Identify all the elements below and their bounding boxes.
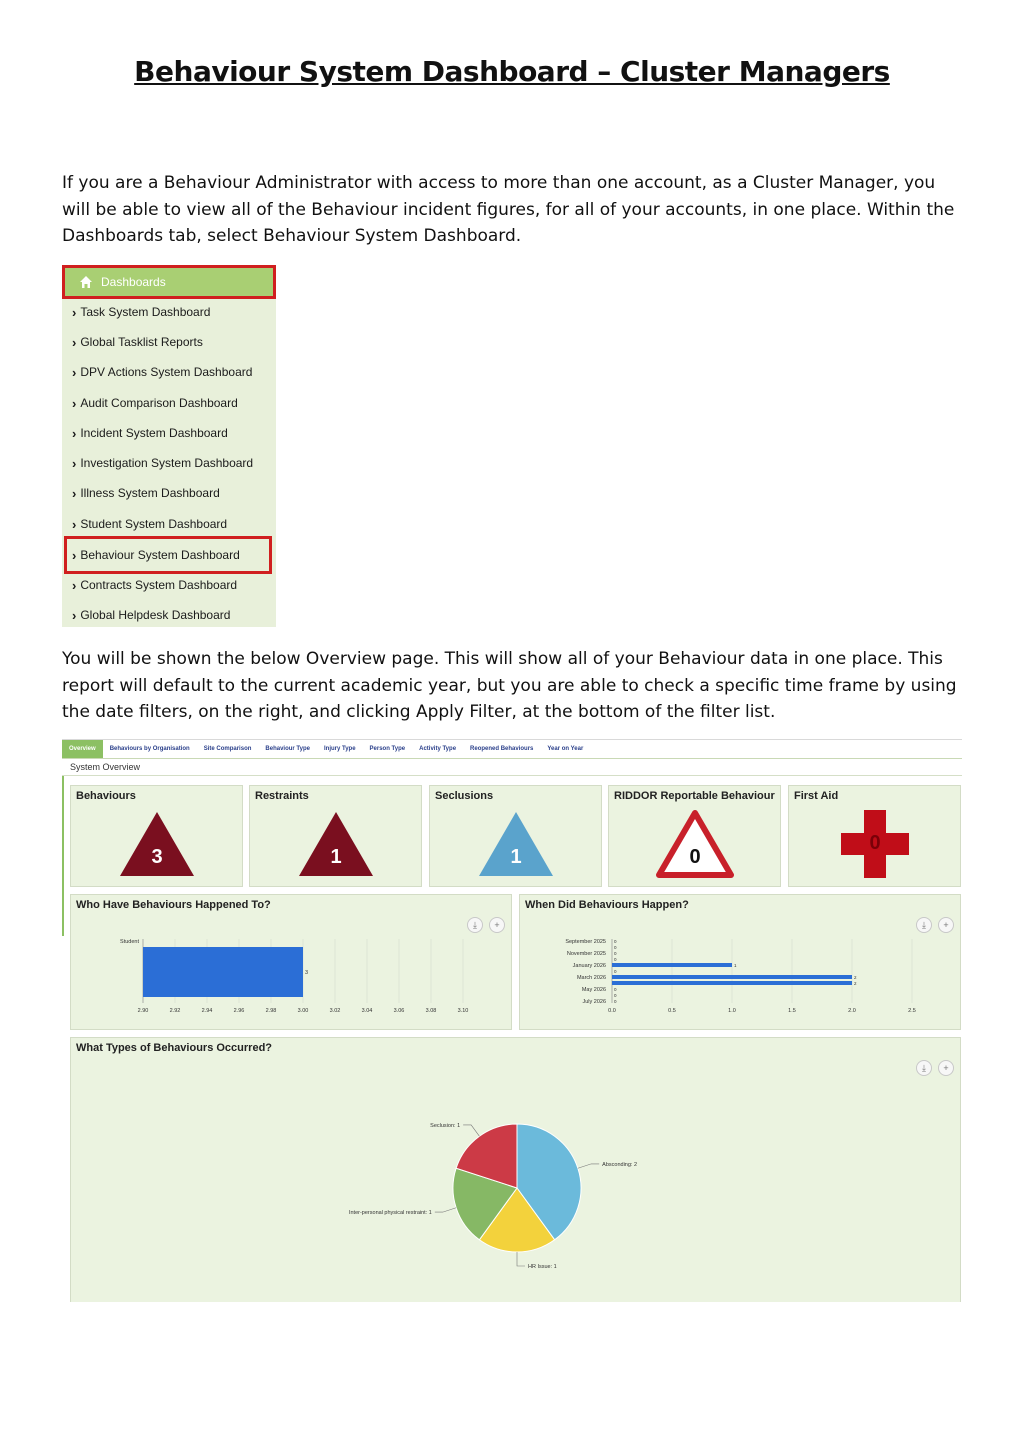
x-tick-label: 2.92	[169, 1008, 181, 1014]
menu-item-label: DPV Actions System Dashboard	[80, 365, 253, 379]
x-tick-label: 0.5	[668, 1008, 676, 1014]
chevron-right-icon: ›	[72, 607, 77, 623]
chevron-right-icon: ›	[72, 516, 77, 532]
panel-when	[519, 894, 961, 1030]
chevron-right-icon: ›	[72, 455, 77, 471]
tab-overview[interactable]: Overview	[62, 740, 103, 758]
y-tick-label: May 2026	[581, 987, 606, 993]
data-label: 0	[614, 993, 617, 998]
chevron-right-icon: ›	[72, 395, 77, 411]
kpi-value: 3	[151, 846, 163, 868]
menu-item-incident-system-dashboard[interactable]	[72, 423, 228, 443]
y-tick-label: July 2026	[582, 999, 606, 1005]
x-tick-label: 3.08	[425, 1008, 437, 1014]
y-tick-label: Student	[120, 939, 139, 945]
menu-item-audit-comparison-dashboard[interactable]	[72, 393, 238, 413]
section-title: System Overview	[70, 762, 141, 772]
dashboards-menu	[62, 265, 276, 627]
x-tick-label: 2.5	[908, 1008, 916, 1014]
data-label: 0	[614, 951, 617, 956]
menu-item-label: Incident System Dashboard	[80, 426, 228, 440]
chevron-right-icon: ›	[72, 425, 77, 441]
data-label: 0	[614, 939, 617, 944]
data-label: 2	[854, 975, 857, 980]
panel-types	[70, 1037, 961, 1302]
data-label: 0	[614, 987, 617, 992]
menu-item-task-system-dashboard[interactable]	[72, 302, 210, 322]
expand-icon[interactable]: +	[938, 917, 954, 933]
y-tick-label: September 2025	[565, 939, 606, 945]
panel-title: Who Have Behaviours Happened To?	[76, 899, 271, 911]
tab-behaviour-type[interactable]: Behaviour Type	[265, 746, 310, 752]
kpi-title: Behaviours	[76, 790, 136, 802]
x-tick-label: 3.00	[297, 1008, 309, 1014]
x-tick-label: 2.0	[848, 1008, 856, 1014]
divider	[62, 775, 962, 776]
x-tick-label: 3.06	[393, 1008, 405, 1014]
tab-person-type[interactable]: Person Type	[369, 746, 406, 752]
dashboards-menu-label: Dashboards	[101, 275, 166, 289]
kpi-card-behaviours	[70, 785, 243, 887]
panel-title: When Did Behaviours Happen?	[525, 899, 689, 911]
chevron-right-icon: ›	[72, 485, 77, 501]
y-tick-label: March 2026	[576, 975, 606, 981]
slice-label: Seclusion: 1	[430, 1122, 461, 1129]
menu-item-label: Investigation System Dashboard	[80, 456, 254, 470]
menu-item-contracts-system-dashboard[interactable]	[72, 575, 237, 595]
menu-item-label: Contracts System Dashboard	[80, 578, 238, 592]
y-tick-label: November 2025	[566, 951, 606, 957]
kpi-value: 0	[689, 846, 701, 868]
data-label: 0	[614, 969, 617, 974]
highlight-box	[64, 536, 272, 574]
kpi-title: First Aid	[794, 790, 839, 802]
leader-line	[517, 1252, 525, 1266]
kpi-value: 0	[869, 832, 881, 854]
panel-who	[70, 894, 512, 1030]
menu-item-global-helpdesk-dashboard[interactable]	[72, 605, 230, 625]
chart-when	[520, 895, 962, 1031]
chevron-right-icon: ›	[72, 547, 77, 563]
menu-item-label: Audit Comparison Dashboard	[80, 396, 238, 410]
x-tick-label: 2.96	[233, 1008, 245, 1014]
kpi-title: RIDDOR Reportable Behaviour	[614, 790, 775, 802]
kpi-card-riddor	[608, 785, 781, 887]
data-label: 0	[614, 957, 617, 962]
chevron-right-icon: ›	[72, 334, 77, 350]
download-icon[interactable]: ⤓	[916, 1060, 932, 1076]
x-tick-label: 3.10	[457, 1008, 469, 1014]
kpi-title: Restraints	[255, 790, 309, 802]
overview-paragraph: You will be shown the below Overview page. This will show all of your Behaviour data in one place. This report will default to the current academic year, but you are able to check a specific time frame by using the date filters, on the right, and clicking Apply Filter, at the bottom of the filter list.	[62, 649, 957, 722]
menu-item-label: Global Tasklist Reports	[80, 335, 203, 349]
menu-item-dpv-actions-system-dashboard[interactable]	[72, 362, 252, 382]
chevron-right-icon: ›	[72, 364, 77, 380]
x-tick-label: 2.98	[265, 1008, 277, 1014]
kpi-title: Seclusions	[435, 790, 494, 802]
kpi-value: 1	[510, 846, 522, 868]
tab-behaviours-by-organisation[interactable]: Behaviours by Organisation	[109, 746, 190, 752]
data-label: 0	[614, 999, 617, 1004]
data-label: 2	[854, 981, 857, 986]
chart-who	[71, 895, 513, 1031]
slice-label: HR Issue: 1	[528, 1264, 557, 1270]
menu-item-label: Global Helpdesk Dashboard	[80, 608, 231, 622]
expand-icon[interactable]: +	[938, 1060, 954, 1076]
chevron-right-icon: ›	[72, 304, 77, 320]
dashboards-menu-header[interactable]	[62, 265, 276, 299]
kpi-card-first-aid	[788, 785, 961, 887]
menu-item-student-system-dashboard[interactable]	[72, 514, 227, 534]
leader-line	[578, 1164, 599, 1168]
tab-site-comparison[interactable]: Site Comparison	[203, 746, 252, 752]
kpi-card-restraints	[249, 785, 422, 887]
x-tick-label: 1.0	[728, 1008, 736, 1014]
x-tick-label: 3.02	[329, 1008, 341, 1014]
tab-reopened-behaviours[interactable]: Reopened Behaviours	[470, 746, 534, 752]
download-icon[interactable]: ⤓	[467, 917, 483, 933]
x-tick-label: 2.90	[137, 1008, 149, 1014]
menu-item-investigation-system-dashboard[interactable]	[72, 453, 253, 473]
document-title: Behaviour System Dashboard – Cluster Managers	[134, 55, 890, 88]
menu-item-global-tasklist-reports[interactable]	[72, 332, 203, 352]
slice-label: Absconding: 2	[602, 1161, 638, 1168]
bar	[612, 963, 732, 967]
menu-item-illness-system-dashboard[interactable]	[72, 483, 220, 503]
menu-item-label: Student System Dashboard	[80, 517, 228, 531]
x-tick-label: 0.0	[608, 1008, 616, 1014]
y-tick-label: January 2026	[572, 963, 606, 969]
expand-icon[interactable]: +	[489, 917, 505, 933]
slice-label: Inter-personal physical restraint: 1	[348, 1210, 432, 1217]
chart-types	[71, 1038, 962, 1302]
data-label: 1	[734, 963, 737, 968]
menu-item-label: Behaviour System Dashboard	[80, 548, 240, 562]
leader-line	[463, 1125, 479, 1136]
dashboard-screenshot	[62, 739, 962, 1302]
panel-title: What Types of Behaviours Occurred?	[76, 1042, 273, 1054]
download-icon[interactable]: ⤓	[916, 917, 932, 933]
dashboard-tabs	[62, 740, 962, 759]
data-label: 3	[305, 970, 309, 976]
x-tick-label: 2.94	[201, 1008, 213, 1014]
x-tick-label: 1.5	[788, 1008, 796, 1014]
tab-injury-type[interactable]: Injury Type	[323, 746, 356, 752]
menu-item-label: Task System Dashboard	[80, 305, 211, 319]
kpi-value: 1	[330, 846, 342, 868]
tab-year-on-year[interactable]: Year on Year	[547, 746, 584, 752]
left-accent-bar	[62, 776, 64, 936]
intro-paragraph: If you are a Behaviour Administrator with access to more than one account, as a Cluster Manager, you will be able to view all of the Behaviour incident figures, for all of your accounts, in one place. Within the Dashboards tab, select Behaviour System Dashboard.	[62, 173, 955, 246]
chevron-right-icon: ›	[72, 577, 77, 593]
data-label: 0	[614, 945, 617, 950]
menu-item-label: Illness System Dashboard	[80, 486, 220, 500]
x-tick-label: 3.04	[361, 1008, 373, 1014]
bar	[612, 981, 852, 985]
bar	[612, 975, 852, 979]
leader-line	[435, 1208, 456, 1212]
bar	[143, 947, 303, 997]
home-icon	[79, 275, 93, 289]
tab-activity-type[interactable]: Activity Type	[419, 746, 457, 752]
kpi-card-seclusions	[429, 785, 602, 887]
